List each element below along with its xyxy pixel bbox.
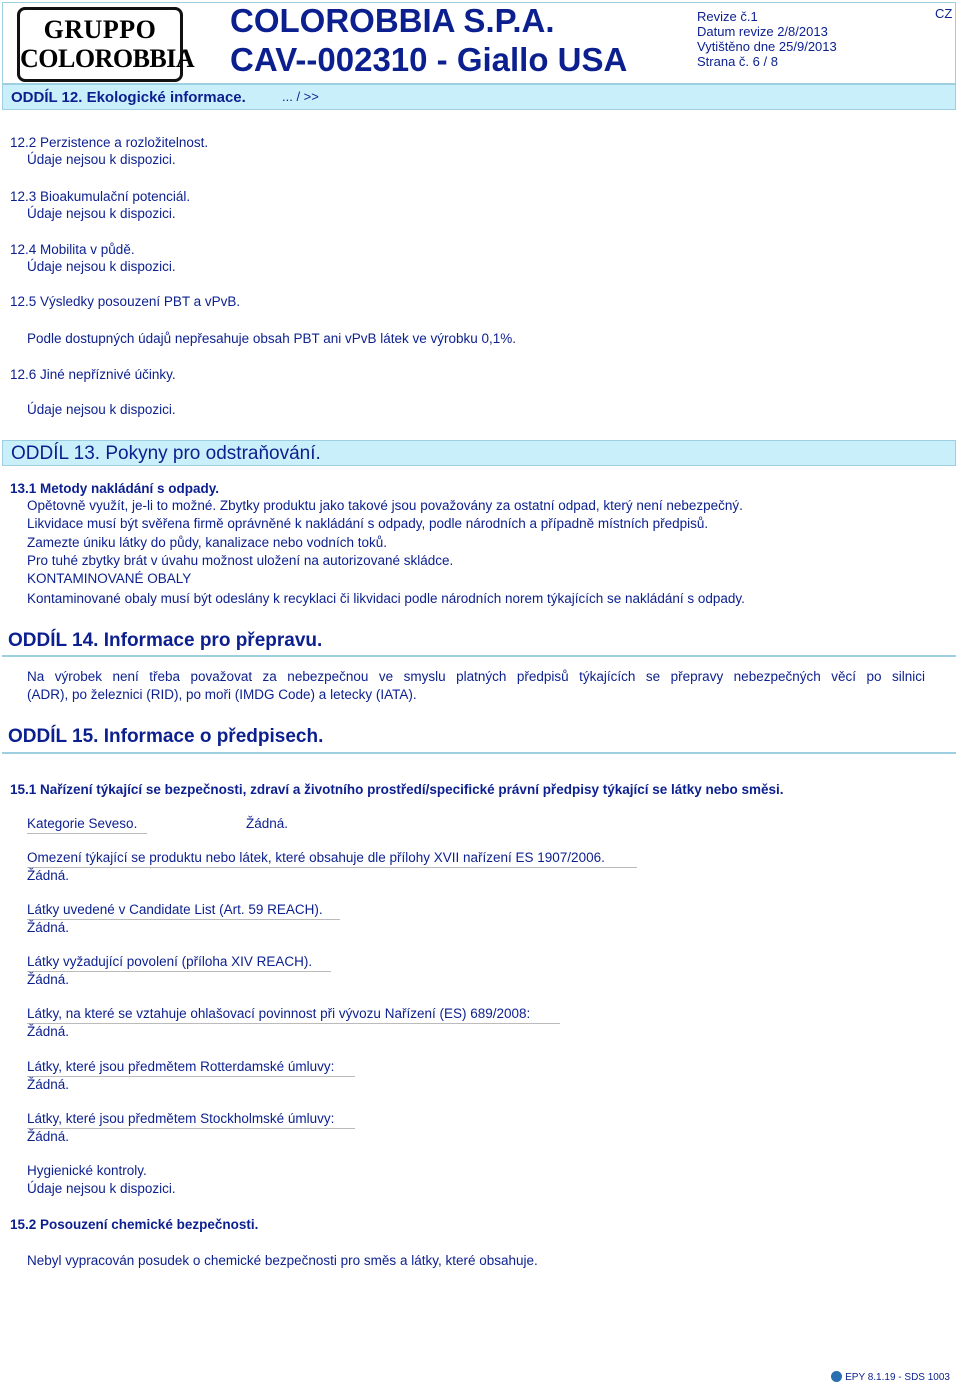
s131-line2: Likvidace musí být svěřena firmě oprávněné k nakládání s odpady, podle národních a případně místních předpisů.	[27, 516, 709, 531]
footer-text: EPY 8.1.19 - SDS 1003	[845, 1372, 950, 1383]
authorisation-value: Žádná.	[27, 972, 70, 987]
section12-header-bar	[2, 84, 956, 110]
revision-info	[697, 9, 837, 69]
s131-line1	[27, 497, 743, 514]
stockholm-label-row	[27, 1110, 355, 1129]
seveso-row	[27, 815, 289, 834]
export-label: Látky, na které se vztahuje ohlašovací povinnost při vývozu Nařízení (ES) 689/2008:	[27, 1005, 560, 1024]
export-value: Žádná.	[27, 1024, 70, 1039]
s131-line1b: Zbytky produktu jako takové jsou považovány za ostatní odpad, který není nebezpečný.	[216, 498, 743, 513]
stockholm-label: Látky, které jsou předmětem Stockholmské úmluvy:	[27, 1110, 355, 1129]
s14-line2: (ADR), po železnici (RID), po moři (IMDG Code) a letecky (IATA).	[27, 687, 417, 702]
restriction-value: Žádná.	[27, 868, 70, 883]
epy-logo-icon	[831, 1371, 842, 1382]
section14-rule	[2, 655, 956, 657]
s131-line4: Pro tuhé zbytky brát v úvahu možnost uložení na autorizované skládce.	[27, 553, 454, 568]
s126-text: Údaje nejsou k dispozici.	[27, 402, 176, 417]
s131-title: 13.1 Metody nakládání s odpady.	[10, 481, 220, 496]
revision-number: Revize č.1	[697, 9, 758, 24]
s151-title: 15.1 Nařízení týkající se bezpečnosti, zdraví a životního prostředí/specifické právní předpisy týkající se látky nebo směsi.	[10, 782, 784, 797]
company-name: COLOROBBIA S.P.A.	[230, 2, 555, 39]
rotterdam-label-row	[27, 1058, 355, 1077]
hygiene-label: Hygienické kontroly.	[27, 1163, 147, 1178]
s131-line6: Kontaminované obaly musí být odeslány k recyklaci či likvidaci podle národních norem týkajících se nakládání s odpady.	[27, 591, 745, 606]
candidate-value: Žádná.	[27, 920, 70, 935]
s122-title: 12.2 Perzistence a rozložitelnost.	[10, 135, 209, 150]
product-name: CAV--002310 - Giallo USA	[230, 41, 628, 78]
logo-line2: COLOROBBIA	[20, 44, 195, 73]
s131-line1a: Opětovně využít, je-li to možné.	[27, 498, 217, 513]
s152-text: Nebyl vypracován posudek o chemické bezpečnosti pro směs a látky, které obsahuje.	[27, 1253, 538, 1268]
s124-title: 12.4 Mobilita v půdě.	[10, 242, 135, 257]
restriction-label: Omezení týkající se produktu nebo látek, které obsahuje dle přílohy XVII nařízení ES 1907/2006.	[27, 849, 637, 868]
export-label-row	[27, 1005, 560, 1024]
s125-title: 12.5 Výsledky posouzení PBT a vPvB.	[10, 294, 241, 309]
authorisation-label-row	[27, 953, 331, 972]
stockholm-value: Žádná.	[27, 1129, 70, 1144]
s125-text: Podle dostupných údajů nepřesahuje obsah PBT ani vPvB látek ve výrobku 0,1%.	[27, 331, 517, 346]
s122-text: Údaje nejsou k dispozici.	[27, 152, 176, 167]
document-header	[0, 0, 960, 110]
rotterdam-label: Látky, které jsou předmětem Rotterdamské úmluvy:	[27, 1058, 355, 1077]
s126-title: 12.6 Jiné nepříznivé účinky.	[10, 367, 176, 382]
section12-continued: ... / >>	[282, 89, 319, 104]
s123-text: Údaje nejsou k dispozici.	[27, 206, 176, 221]
page-number: Strana č. 6 / 8	[697, 54, 778, 69]
section13-title: ODDÍL 13. Pokyny pro odstraňování.	[11, 443, 321, 464]
s14-line1: Na výrobek není třeba považovat za nebezpečnou ve smyslu platných předpisů týkajících se přepravy nebezpečných věcí po silnici	[27, 669, 925, 684]
candidate-label: Látky uvedené v Candidate List (Art. 59 REACH).	[27, 901, 340, 920]
s123-title: 12.3 Bioakumulační potenciál.	[10, 189, 191, 204]
section15-title: ODDÍL 15. Informace o předpisech.	[8, 726, 324, 747]
section14-title: ODDÍL 14. Informace pro přepravu.	[8, 630, 323, 651]
document-footer	[831, 1371, 950, 1383]
s124-text: Údaje nejsou k dispozici.	[27, 259, 176, 274]
company-logo	[17, 7, 195, 82]
section15-rule	[2, 752, 956, 754]
print-date: Vytištěno dne 25/9/2013	[697, 39, 837, 54]
section13-header-bar	[2, 440, 956, 466]
restriction-label-row	[27, 849, 637, 868]
s131-line5: KONTAMINOVANÉ OBALY	[27, 571, 192, 586]
section12-title: ODDÍL 12. Ekologické informace.	[11, 89, 246, 106]
logo-line1: GRUPPO	[43, 15, 157, 44]
seveso-label: Kategorie Seveso.	[27, 815, 147, 834]
language-code: CZ	[935, 6, 953, 21]
revision-date: Datum revize 2/8/2013	[697, 24, 828, 39]
s131-line3: Zamezte úniku látky do půdy, kanalizace nebo vodních toků.	[27, 535, 387, 550]
authorisation-label: Látky vyžadující povolení (příloha XIV REACH).	[27, 953, 331, 972]
hygiene-value: Údaje nejsou k dispozici.	[27, 1181, 176, 1196]
candidate-label-row	[27, 901, 340, 920]
rotterdam-value: Žádná.	[27, 1077, 70, 1092]
s152-title: 15.2 Posouzení chemické bezpečnosti.	[10, 1217, 259, 1232]
seveso-value: Žádná.	[246, 816, 289, 831]
